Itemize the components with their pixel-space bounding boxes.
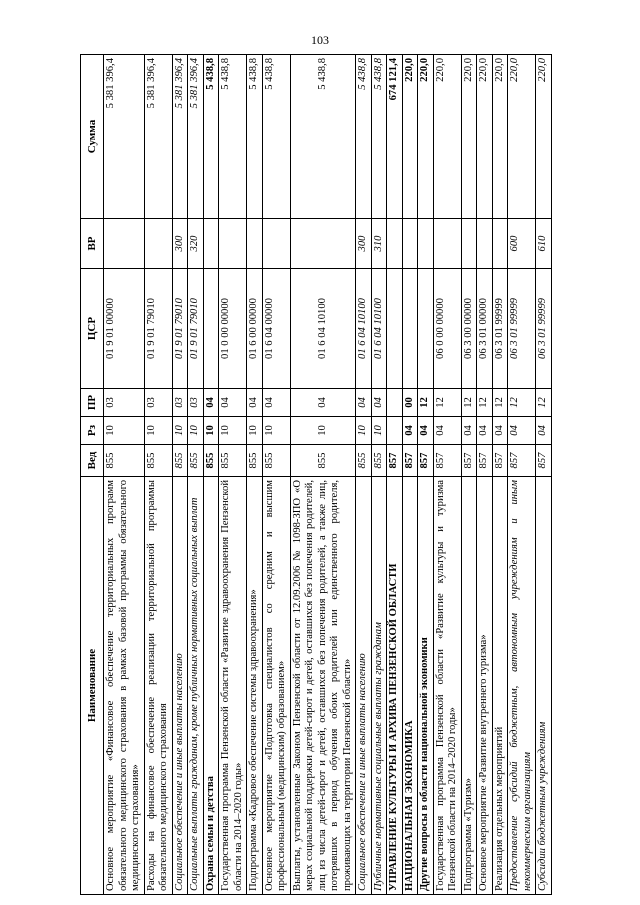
cell-csr: 06 0 00 00000: [433, 269, 461, 389]
cell-name: Реализация отдельных мероприятий: [492, 477, 508, 895]
table-row: [104, 55, 145, 895]
cell-vr: 300: [172, 219, 188, 269]
cell-ved: 855: [290, 445, 356, 477]
cell-sum: 220,0: [433, 55, 461, 219]
cell-sum: 5 438,8: [219, 55, 247, 219]
cell-vr: [418, 219, 434, 269]
cell-pr: 12: [418, 389, 434, 417]
cell-pr: 03: [172, 389, 188, 417]
cell-sum: 220,0: [461, 55, 477, 219]
cell-name: УПРАВЛЕНИЕ КУЛЬТУРЫ И АРХИВА ПЕНЗЕНСКОЙ ОБЛАСТИ: [387, 477, 403, 895]
cell-vr: [219, 219, 247, 269]
cell-rz: 10: [203, 417, 219, 445]
cell-sum: 220,0: [536, 55, 552, 219]
cell-pr: 04: [247, 389, 263, 417]
cell-ved: 857: [461, 445, 477, 477]
cell-rz: 10: [247, 417, 263, 445]
table-row: [536, 55, 552, 895]
table-row: [418, 55, 434, 895]
cell-rz: 04: [536, 417, 552, 445]
cell-vr: [461, 219, 477, 269]
table-row: [172, 55, 188, 895]
cell-pr: 00: [402, 389, 418, 417]
cell-name: Публичные нормативные социальные выплаты гражданам: [371, 477, 387, 895]
cell-pr: 12: [508, 389, 536, 417]
cell-sum: 220,0: [508, 55, 536, 219]
header-ved: Вед: [81, 445, 104, 477]
cell-vr: [433, 219, 461, 269]
cell-csr: 01 6 04 10100: [290, 269, 356, 389]
cell-ved: 855: [172, 445, 188, 477]
cell-sum: 220,0: [418, 55, 434, 219]
cell-csr: [387, 269, 403, 389]
cell-name: НАЦИОНАЛЬНАЯ ЭКОНОМИКА: [402, 477, 418, 895]
cell-vr: [402, 219, 418, 269]
cell-csr: [402, 269, 418, 389]
cell-rz: 10: [188, 417, 204, 445]
cell-ved: 857: [477, 445, 493, 477]
table-row: [402, 55, 418, 895]
cell-ved: 857: [402, 445, 418, 477]
cell-ved: 857: [492, 445, 508, 477]
cell-ved: 857: [536, 445, 552, 477]
cell-csr: 01 9 01 79010: [172, 269, 188, 389]
cell-vr: 310: [371, 219, 387, 269]
cell-ved: 855: [371, 445, 387, 477]
cell-sum: 5 438,8: [262, 55, 290, 219]
cell-sum: 220,0: [402, 55, 418, 219]
cell-rz: 04: [508, 417, 536, 445]
table-row: [371, 55, 387, 895]
table-row: [203, 55, 219, 895]
table-row: [433, 55, 461, 895]
cell-pr: 04: [219, 389, 247, 417]
cell-pr: 04: [356, 389, 372, 417]
cell-name: Социальное обеспечение и иные выплаты населению: [356, 477, 372, 895]
cell-name: Социальные выплаты гражданам, кроме публичных нормативных социальных выплат: [188, 477, 204, 895]
cell-rz: 04: [418, 417, 434, 445]
cell-ved: 855: [219, 445, 247, 477]
table-row: [356, 55, 372, 895]
cell-vr: [262, 219, 290, 269]
cell-pr: 03: [188, 389, 204, 417]
cell-sum: 5 438,8: [356, 55, 372, 219]
cell-csr: [418, 269, 434, 389]
cell-sum: 5 438,8: [247, 55, 263, 219]
header-vr: ВР: [81, 219, 104, 269]
cell-vr: [203, 219, 219, 269]
cell-sum: 5 381 396,4: [144, 55, 172, 219]
cell-ved: 855: [188, 445, 204, 477]
cell-rz: 10: [262, 417, 290, 445]
cell-vr: [492, 219, 508, 269]
cell-csr: 06 3 01 00000: [477, 269, 493, 389]
table-row: [387, 55, 403, 895]
cell-ved: 857: [387, 445, 403, 477]
cell-ved: 855: [262, 445, 290, 477]
cell-ved: 855: [247, 445, 263, 477]
cell-name: Предоставление субсидий бюджетным, автономным учреждениям и иным некоммерческим организациям: [508, 477, 536, 895]
cell-csr: 01 6 04 10100: [371, 269, 387, 389]
cell-sum: 5 381 396,4: [104, 55, 145, 219]
cell-pr: 12: [536, 389, 552, 417]
budget-table: [80, 54, 552, 895]
cell-vr: 600: [508, 219, 536, 269]
table-row: [188, 55, 204, 895]
rotated-table-container: [80, 55, 630, 895]
cell-name: Охрана семьи и детства: [203, 477, 219, 895]
cell-pr: 04: [203, 389, 219, 417]
cell-rz: 10: [371, 417, 387, 445]
cell-name: Основное мероприятие «Финансовое обеспечение территориальных программ обязательного медицинского страхования в рамках базовой программы обязательного медицинского страхования»: [104, 477, 145, 895]
cell-name: Государственная программа Пензенской области «Развитие культуры и туризма Пензенской области на 2014–2020 годы»: [433, 477, 461, 895]
table-row: [290, 55, 356, 895]
header-pr: ПР: [81, 389, 104, 417]
table-row: [247, 55, 263, 895]
table-row: [144, 55, 172, 895]
cell-vr: [387, 219, 403, 269]
cell-csr: 01 9 01 79010: [188, 269, 204, 389]
cell-csr: 06 3 01 99999: [492, 269, 508, 389]
cell-sum: 5 438,8: [203, 55, 219, 219]
cell-vr: [290, 219, 356, 269]
cell-pr: 03: [104, 389, 145, 417]
table-row: [219, 55, 247, 895]
page-number: 103: [311, 33, 329, 47]
cell-csr: 01 6 04 10100: [356, 269, 372, 389]
cell-pr: 04: [371, 389, 387, 417]
cell-pr: 04: [290, 389, 356, 417]
cell-vr: 320: [188, 219, 204, 269]
cell-vr: 610: [536, 219, 552, 269]
cell-sum: 674 121,4: [387, 55, 403, 219]
cell-rz: 04: [433, 417, 461, 445]
cell-rz: 10: [219, 417, 247, 445]
cell-vr: [477, 219, 493, 269]
cell-vr: [104, 219, 145, 269]
cell-vr: [144, 219, 172, 269]
cell-pr: 12: [433, 389, 461, 417]
table-row: [461, 55, 477, 895]
cell-ved: 855: [104, 445, 145, 477]
header-rz: Рз: [81, 417, 104, 445]
cell-csr: 06 3 00 00000: [461, 269, 477, 389]
table-body: [104, 55, 552, 895]
cell-csr: 06 3 01 99999: [536, 269, 552, 389]
cell-ved: 857: [433, 445, 461, 477]
cell-vr: 300: [356, 219, 372, 269]
header-name: Наименование: [81, 477, 104, 895]
cell-name: Расходы на финансовое обеспечение реализации территориальной программы обязательного медицинского страхования: [144, 477, 172, 895]
cell-sum: 5 438,8: [290, 55, 356, 219]
cell-pr: 03: [144, 389, 172, 417]
cell-rz: 10: [104, 417, 145, 445]
cell-rz: 10: [172, 417, 188, 445]
table-row: [262, 55, 290, 895]
cell-csr: 01 6 00 00000: [247, 269, 263, 389]
cell-ved: 855: [144, 445, 172, 477]
cell-rz: 04: [477, 417, 493, 445]
cell-csr: 01 9 01 00000: [104, 269, 145, 389]
cell-name: Другие вопросы в области национальной экономики: [418, 477, 434, 895]
table-header-row: [81, 55, 104, 895]
cell-vr: [247, 219, 263, 269]
cell-name: Государственная программа Пензенской области «Развитие здравоохранения Пензенской области на 2014–2020 годы»: [219, 477, 247, 895]
cell-csr: 01 9 01 79010: [144, 269, 172, 389]
cell-rz: 04: [461, 417, 477, 445]
cell-rz: 10: [290, 417, 356, 445]
cell-pr: [387, 389, 403, 417]
cell-ved: 855: [203, 445, 219, 477]
cell-name: Подпрограмма «Кадровое обеспечение системы здравоохранения»: [247, 477, 263, 895]
cell-name: Субсидии бюджетным учреждениям: [536, 477, 552, 895]
cell-pr: 12: [461, 389, 477, 417]
cell-ved: 857: [508, 445, 536, 477]
cell-ved: 855: [356, 445, 372, 477]
header-csr: ЦСР: [81, 269, 104, 389]
cell-ved: 857: [418, 445, 434, 477]
cell-name: Подпрограмма «Туризм»: [461, 477, 477, 895]
cell-sum: 5 381 396,4: [188, 55, 204, 219]
cell-csr: 01 6 04 00000: [262, 269, 290, 389]
cell-sum: 220,0: [492, 55, 508, 219]
table-row: [508, 55, 536, 895]
cell-sum: 5 438,8: [371, 55, 387, 219]
cell-rz: 04: [492, 417, 508, 445]
cell-name: Выплаты, установленные Законом Пензенской области от 12.09.2006 № 1098-ЗПО «О мерах социальной поддержки детей-сирот и детей, оставшихся без попечения родителей, лиц из числа детей-сирот и детей, оставшихся без попечения родителей, а также лиц, потерявших в период обучения обоих родителей или единственного родителя, проживающих на территории Пензенской области»: [290, 477, 356, 895]
cell-name: Социальное обеспечение и иные выплаты населению: [172, 477, 188, 895]
cell-rz: 10: [356, 417, 372, 445]
table-row: [492, 55, 508, 895]
cell-csr: 01 0 00 00000: [219, 269, 247, 389]
cell-name: Основное мероприятие «Развитие внутреннего туризма»: [477, 477, 493, 895]
cell-pr: 12: [477, 389, 493, 417]
cell-pr: 04: [262, 389, 290, 417]
table-row: [477, 55, 493, 895]
cell-rz: 04: [402, 417, 418, 445]
cell-sum: 5 381 396,4: [172, 55, 188, 219]
cell-csr: [203, 269, 219, 389]
cell-sum: 220,0: [477, 55, 493, 219]
cell-csr: 06 3 01 99999: [508, 269, 536, 389]
cell-rz: 10: [144, 417, 172, 445]
cell-rz: [387, 417, 403, 445]
cell-name: Основное мероприятие «Подготовка специалистов со средним и высшим профессиональным (медицинским) образованием»: [262, 477, 290, 895]
header-sum: Сумма: [81, 55, 104, 219]
cell-pr: 12: [492, 389, 508, 417]
